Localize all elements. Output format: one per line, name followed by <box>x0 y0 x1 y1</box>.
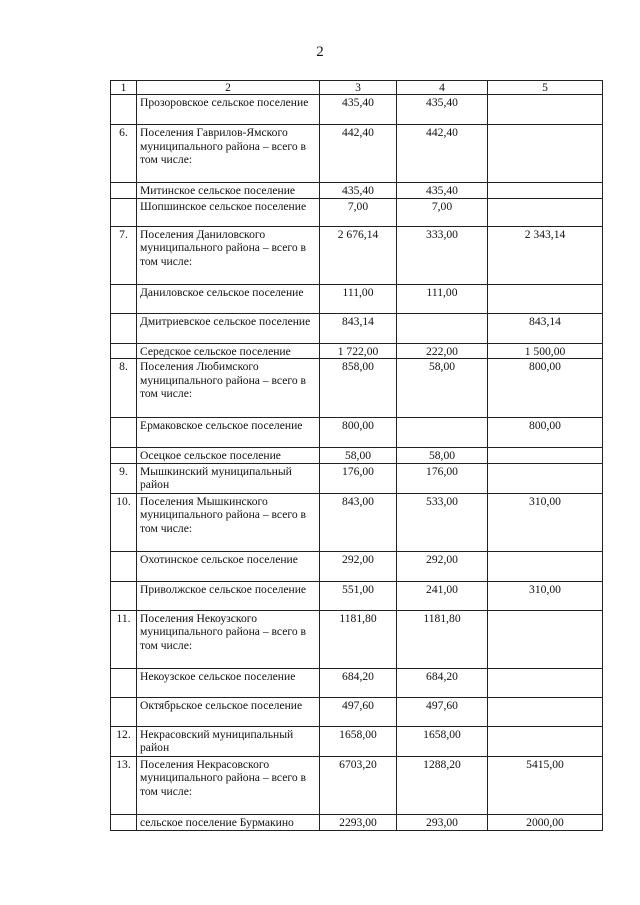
row-number <box>111 814 137 830</box>
amount-column-4: 442,40 <box>397 125 488 183</box>
table-row <box>111 756 603 814</box>
settlement-name: Приволжское сельское поселение <box>137 581 320 610</box>
row-number <box>111 581 137 610</box>
settlement-name: Поселения Мышкинского муниципального района – всего в том числе: <box>137 493 320 551</box>
amount-column-5 <box>488 551 603 581</box>
column-header: 1 <box>111 81 137 95</box>
amount-column-5 <box>488 284 603 313</box>
settlement-name: Мышкинский муниципальный район <box>137 463 320 493</box>
settlement-name: Поселения Некоузского муниципального района – всего в том числе: <box>137 610 320 668</box>
amount-total: 551,00 <box>320 581 397 610</box>
column-header: 4 <box>397 81 488 95</box>
amount-total: 7,00 <box>320 198 397 226</box>
table-row <box>111 359 603 418</box>
column-header: 3 <box>320 81 397 95</box>
row-number <box>111 418 137 448</box>
settlement-name: Даниловское сельское поселение <box>137 284 320 313</box>
table-row <box>111 697 603 726</box>
row-number <box>111 343 137 359</box>
amount-total: 800,00 <box>320 418 397 448</box>
amount-column-4: 333,00 <box>397 226 488 284</box>
amount-column-4: 1658,00 <box>397 726 488 756</box>
amount-column-4: 497,60 <box>397 697 488 726</box>
amount-column-5: 800,00 <box>488 418 603 448</box>
row-number: 13. <box>111 756 137 814</box>
row-number <box>111 551 137 581</box>
amount-column-5 <box>488 726 603 756</box>
settlement-name: Середское сельское поселение <box>137 343 320 359</box>
settlement-name: Октябрьское сельское поселение <box>137 697 320 726</box>
amount-total: 1 722,00 <box>320 343 397 359</box>
table-row <box>111 183 603 199</box>
amount-column-4: 1288,20 <box>397 756 488 814</box>
amount-column-5 <box>488 198 603 226</box>
amount-column-4 <box>397 418 488 448</box>
amount-column-4: 292,00 <box>397 551 488 581</box>
amount-total: 435,40 <box>320 95 397 125</box>
amount-column-5 <box>488 95 603 125</box>
settlement-name: Митинское сельское поселение <box>137 183 320 199</box>
table-row <box>111 198 603 226</box>
table-header-row <box>111 81 603 95</box>
amount-total: 176,00 <box>320 463 397 493</box>
amount-total: 58,00 <box>320 448 397 464</box>
settlement-name: Поселения Гаврилов-Ямского муниципального района – всего в том числе: <box>137 125 320 183</box>
column-header: 2 <box>137 81 320 95</box>
amount-column-4: 435,40 <box>397 95 488 125</box>
table-row <box>111 284 603 313</box>
amount-total: 497,60 <box>320 697 397 726</box>
amount-total: 1181,80 <box>320 610 397 668</box>
settlement-name: Ермаковское сельское поселение <box>137 418 320 448</box>
page-number: 2 <box>316 44 324 60</box>
table-row <box>111 610 603 668</box>
table-row <box>111 463 603 493</box>
amount-column-4: 435,40 <box>397 183 488 199</box>
amount-total: 292,00 <box>320 551 397 581</box>
row-number: 7. <box>111 226 137 284</box>
table-row <box>111 581 603 610</box>
column-header: 5 <box>488 81 603 95</box>
settlement-name: Шопшинское сельское поселение <box>137 198 320 226</box>
amount-total: 843,14 <box>320 313 397 343</box>
table-row <box>111 125 603 183</box>
table-row <box>111 551 603 581</box>
row-number <box>111 198 137 226</box>
table-row <box>111 95 603 125</box>
row-number <box>111 668 137 697</box>
amount-column-5 <box>488 183 603 199</box>
amount-column-5: 2 343,14 <box>488 226 603 284</box>
amount-total: 1658,00 <box>320 726 397 756</box>
amount-total: 843,00 <box>320 493 397 551</box>
amount-column-5: 310,00 <box>488 581 603 610</box>
amount-column-4: 533,00 <box>397 493 488 551</box>
row-number: 6. <box>111 125 137 183</box>
amount-column-5 <box>488 463 603 493</box>
amount-column-4: 222,00 <box>397 343 488 359</box>
amount-column-5: 1 500,00 <box>488 343 603 359</box>
amount-column-4: 1181,80 <box>397 610 488 668</box>
amount-column-4: 684,20 <box>397 668 488 697</box>
amount-column-4: 293,00 <box>397 814 488 830</box>
amount-column-4: 111,00 <box>397 284 488 313</box>
settlement-name: Поселения Даниловского муниципального района – всего в том числе: <box>137 226 320 284</box>
amount-column-5 <box>488 125 603 183</box>
table-row <box>111 493 603 551</box>
row-number <box>111 95 137 125</box>
amount-total: 6703,20 <box>320 756 397 814</box>
table-row <box>111 343 603 359</box>
table-row <box>111 313 603 343</box>
amount-column-5 <box>488 668 603 697</box>
row-number <box>111 313 137 343</box>
settlement-name: Охотинское сельское поселение <box>137 551 320 581</box>
row-number: 8. <box>111 359 137 418</box>
row-number: 12. <box>111 726 137 756</box>
amount-column-5: 800,00 <box>488 359 603 418</box>
row-number: 9. <box>111 463 137 493</box>
row-number <box>111 284 137 313</box>
amount-total: 442,40 <box>320 125 397 183</box>
amount-column-4: 176,00 <box>397 463 488 493</box>
amount-column-5 <box>488 610 603 668</box>
amount-column-5: 843,14 <box>488 313 603 343</box>
settlement-name: Поселения Некрасовского муниципального района – всего в том числе: <box>137 756 320 814</box>
amount-column-5: 5415,00 <box>488 756 603 814</box>
amount-column-4 <box>397 313 488 343</box>
allocation-table <box>110 80 603 831</box>
amount-column-5: 310,00 <box>488 493 603 551</box>
table-row <box>111 668 603 697</box>
row-number <box>111 183 137 199</box>
settlement-name: Дмитриевское сельское поселение <box>137 313 320 343</box>
row-number <box>111 448 137 464</box>
settlement-name: сельское поселение Бурмакино <box>137 814 320 830</box>
amount-total: 435,40 <box>320 183 397 199</box>
settlement-name: Осецкое сельское поселение <box>137 448 320 464</box>
amount-column-4: 58,00 <box>397 448 488 464</box>
settlement-name: Некоузское сельское поселение <box>137 668 320 697</box>
table-row <box>111 448 603 464</box>
row-number <box>111 697 137 726</box>
amount-column-5: 2000,00 <box>488 814 603 830</box>
row-number: 10. <box>111 493 137 551</box>
row-number: 11. <box>111 610 137 668</box>
amount-column-5 <box>488 448 603 464</box>
settlement-name: Поселения Любимского муниципального района – всего в том числе: <box>137 359 320 418</box>
table-row <box>111 226 603 284</box>
table-row <box>111 418 603 448</box>
amount-column-4: 58,00 <box>397 359 488 418</box>
amount-total: 684,20 <box>320 668 397 697</box>
settlement-name: Прозоровское сельское поселение <box>137 95 320 125</box>
amount-column-5 <box>488 697 603 726</box>
amount-total: 858,00 <box>320 359 397 418</box>
amount-total: 111,00 <box>320 284 397 313</box>
settlement-name: Некрасовский муниципальный район <box>137 726 320 756</box>
amount-total: 2293,00 <box>320 814 397 830</box>
amount-total: 2 676,14 <box>320 226 397 284</box>
table-row <box>111 726 603 756</box>
amount-column-4: 7,00 <box>397 198 488 226</box>
table-row <box>111 814 603 830</box>
amount-column-4: 241,00 <box>397 581 488 610</box>
